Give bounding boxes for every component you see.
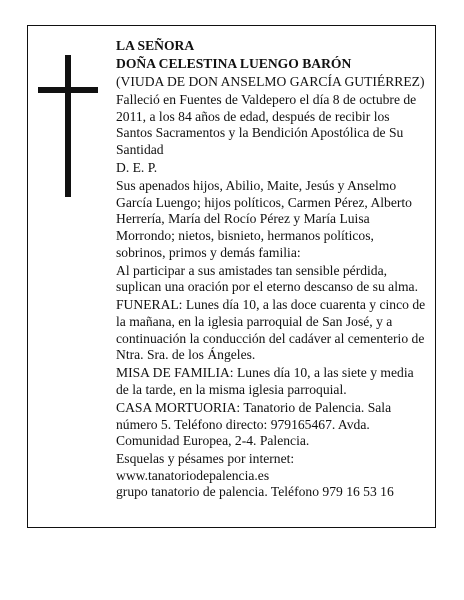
prayer-request: Al participar a sus amistades tan sensible pérdida, suplican una oración por el eterno descanso de su alma. <box>116 262 418 295</box>
website-link[interactable]: www.tanatoriodepalencia.es <box>116 467 270 483</box>
widow-of: (VIUDA DE DON ANSELMO GARCÍA GUTIÉRREZ) <box>116 74 425 90</box>
deceased-name: DOÑA CELESTINA LUENGO BARÓN <box>116 56 352 72</box>
cross-icon <box>38 55 98 197</box>
family-mass-info: MISA DE FAMILIA: Lunes día 10, a las siete y media de la tarde, en la misma iglesia parroquial. <box>116 365 414 397</box>
dep: D. E. P. <box>116 160 158 176</box>
funeral-home-info: CASA MORTUORIA: Tanatorio de Palencia. Sala número 5. Teléfono directo: 979165467. Avda. Comunidad Europea, 2-4. Palencia. <box>116 399 392 449</box>
cross-horizontal-bar <box>38 87 98 93</box>
funeral-info: FUNERAL: Lunes día 10, a las doce cuarenta y cinco de la mañana, en la iglesia parroquial de San José, y a continuación la conducción del cadáver al cementerio de Ntra. Sra. de los Ángeles. <box>116 297 426 363</box>
death-info: Falleció en Fuentes de Valdepero el día 8 de octubre de 2011, a los 84 años de edad, después de recibir los Santos Sacramentos y la Bendición Apostólica de Su Santidad <box>116 92 417 158</box>
notice-title: LA SEÑORA <box>116 38 195 53</box>
contact-info: grupo tanatorio de palencia. Teléfono 979 16 53 16 <box>116 484 394 500</box>
cross-vertical-bar <box>65 55 71 197</box>
obituary-text <box>116 38 426 503</box>
family-list: Sus apenados hijos, Abilio, Maite, Jesús y Anselmo García Luengo; hijos políticos, Carmen Pérez, Alberto Herrería, María del Rocío Pérez y María Luisa Morrondo; nietos, bisnieto, hermanos políticos, sobrinos, primos y demás familia: <box>116 178 412 260</box>
internet-label: Esquelas y pésames por internet: <box>116 451 295 467</box>
